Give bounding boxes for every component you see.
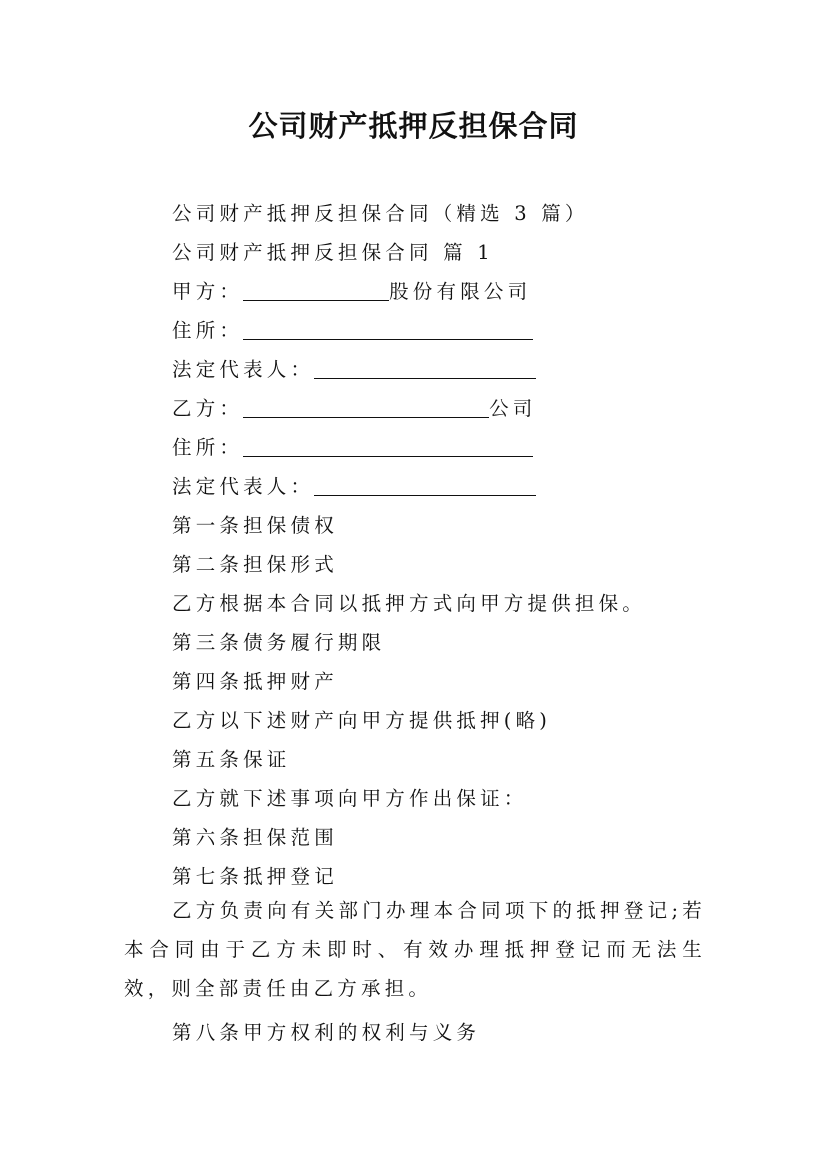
article-8-heading: 第八条甲方权利的权利与义务: [172, 1021, 481, 1044]
party-a-legal-rep-label: 法定代表人：: [172, 358, 315, 381]
party-b-suffix: 公司: [489, 397, 537, 420]
party-a-legal-rep-line: [172, 354, 536, 382]
party-b-label: 乙方：: [172, 397, 244, 420]
party-a-address-blank: [243, 320, 533, 340]
article-1-heading: 第一条担保债权: [172, 514, 338, 537]
article-3-heading: 第三条债务履行期限: [172, 631, 386, 654]
subtitle-line: 公司财产抵押反担保合同（精选 3 篇）: [172, 202, 589, 225]
party-b-address-line: [172, 432, 533, 460]
party-b-blank: [243, 398, 489, 418]
party-a-address-line: [172, 315, 533, 343]
party-b-legal-rep-line: [172, 471, 536, 499]
party-b-address-label: 住所：: [172, 436, 244, 459]
party-a-blank: [243, 281, 389, 301]
party-b-line: [172, 393, 537, 421]
article-5-heading: 第五条保证: [172, 748, 291, 771]
party-a-suffix: 股份有限公司: [389, 280, 532, 303]
party-b-legal-rep-blank: [314, 476, 536, 496]
article-7-heading: 第七条抵押登记: [172, 865, 338, 888]
article-2-heading: 第二条担保形式: [172, 553, 338, 576]
party-a-line: [172, 276, 531, 304]
article-5-body: 乙方就下述事项向甲方作出保证：: [172, 787, 528, 810]
party-a-label: 甲方：: [172, 280, 244, 303]
article-7-body: 乙方负责向有关部门办理本合同项下的抵押登记;若本合同由于乙方未即时、有效办理抵押登记而无法生效，则全部责任由乙方承担。: [124, 899, 706, 1000]
party-b-address-blank: [243, 437, 533, 457]
section-heading: 公司财产抵押反担保合同 篇 1: [172, 241, 494, 264]
party-a-address-label: 住所：: [172, 319, 244, 342]
party-a-legal-rep-blank: [314, 359, 536, 379]
party-b-legal-rep-label: 法定代表人：: [172, 475, 315, 498]
article-4-heading: 第四条抵押财产: [172, 670, 338, 693]
article-2-body: 乙方根据本合同以抵押方式向甲方提供担保。: [172, 592, 647, 615]
article-4-body: 乙方以下述财产向甲方提供抵押(略): [172, 709, 552, 732]
document-title: 公司财产抵押反担保合同: [248, 109, 579, 143]
article-6-heading: 第六条担保范围: [172, 826, 338, 849]
